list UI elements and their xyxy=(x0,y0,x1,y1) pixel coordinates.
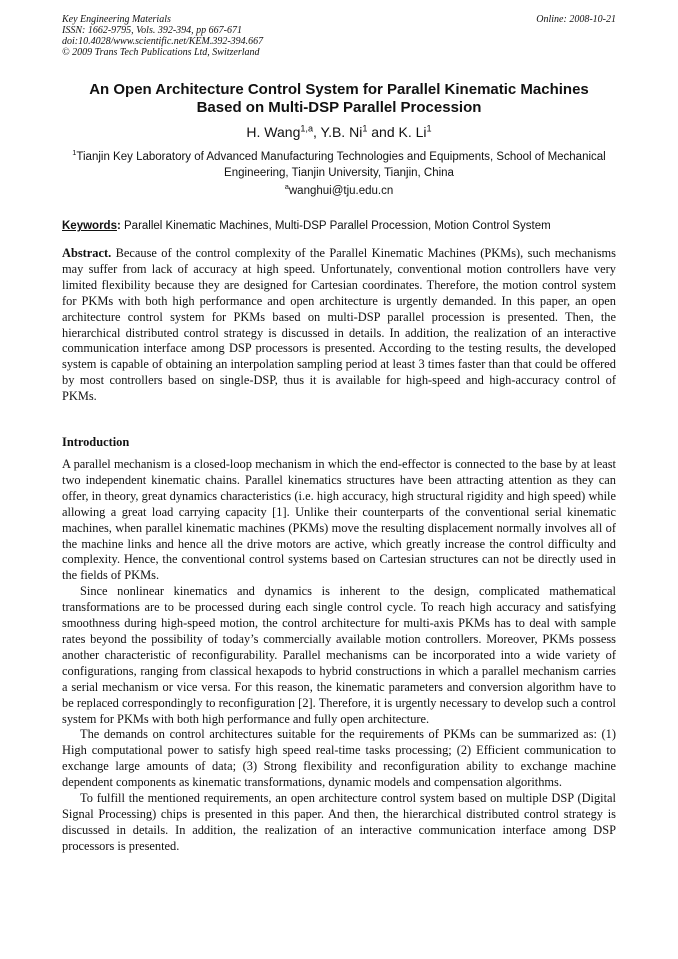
author-1-affil: 1,a xyxy=(300,123,314,134)
author-2: Y.B. Ni xyxy=(320,124,363,140)
copyright-line: © 2009 Trans Tech Publications Ltd, Switzerland xyxy=(62,47,260,58)
author-separator-1: , xyxy=(313,124,321,140)
intro-paragraph-3: The demands on control architectures suitable for the requirements of PKMs can be summarized as: (1) High computational power to satisfy high speed real-time tasks processing; (2) Efficient communication to exchange large amounts of data; (3) Strong flexibility and reconfiguration ability to exchange machine dependent components as kinematic transformations, dynamic models and compensation algorithms. xyxy=(62,727,616,790)
doi-line: doi:10.4028/www.scientific.net/KEM.392-394.667 xyxy=(62,36,264,47)
keywords-label: Keywords xyxy=(62,220,117,232)
affiliation-text: Tianjin Key Laboratory of Advanced Manufacturing Technologies and Equipments, School of Mechanical Engineering, Tianjin University, Tianjin, China xyxy=(76,151,606,179)
author-2-affil: 1 xyxy=(362,123,368,134)
author-list xyxy=(62,124,616,141)
email-address[interactable]: wanghui@tju.edu.cn xyxy=(288,185,394,197)
paper-title xyxy=(62,81,616,117)
author-3: K. Li xyxy=(398,124,427,140)
intro-paragraph-4: To fulfill the mentioned requirements, an open architecture control system based on multiple DSP (Digital Signal Processing) chips is presented in this paper. And then, the hierarchical distributed control strategy is discussed in details. In addition, the realization of an interactive communication interface among DSP processors is presented. xyxy=(62,791,616,853)
email-marker: a xyxy=(284,182,289,192)
author-separator-2: and xyxy=(367,124,399,140)
section-heading-introduction: Introduction xyxy=(62,435,130,449)
paper-title-line-1: An Open Architecture Control System for Parallel Kinematic Machines xyxy=(89,81,589,98)
paper-title-line-2: Based on Multi-DSP Parallel Procession xyxy=(196,99,482,116)
keywords-colon: : xyxy=(116,220,124,232)
journal-header xyxy=(62,14,616,58)
affiliation-marker: 1 xyxy=(72,148,77,158)
abstract-text: Because of the control complexity of the Parallel Kinematic Machines (PKMs), such mechanisms may suffer from lack of accuracy at high speed. Unfortunately, conventional motion controllers have very limited flexibility because they are designed for Cartesian coordinates. Therefore, the motion control system for PKMs with both high performance and open architecture is urgently demanded. In this paper, an open architecture control system for PKMs based on multi-DSP parallel procession is presented. Then, the hierarchical distributed control strategy is discussed in details. In addition, the realization of an interactive communication interface among DSP processors is presented. According to the testing results, the developed system is capable of obtaining an interpolation sampling period at least 3 times faster than that could be offered by most controllers based on single-DSP, thus it is available for high-speed and high-accuracy control of PKMs. xyxy=(62,246,616,404)
contact-email xyxy=(62,184,616,199)
abstract xyxy=(62,246,616,405)
intro-paragraph-2: Since nonlinear kinematics and dynamics is inherent to the design, complicated mathematical transformations are to be processed during each single control cycle. To reach high accuracy and satisfying smoothness during high-speed motion, the control architecture for multi-axis PKMs has to deal with sample rates beyond the possibility of today’s commercially available motion controllers. Moreover, PKMs possess another characteristic of reconfigurability. Parallel mechanisms can be incorporated into a wide variety of configurations, ranging from classical hexapods to hybrid constructions in which a parallel mechanism carries a serial mechanism or vice versa. For this reason, the kinematic parameters and conversion algorithm have to be replaced correspondingly to reconfiguration [2]. Therefore, it is urgently necessary to develop such a control system for PKMs with both high performance and fully open architecture. xyxy=(62,584,616,726)
online-date: Online: 2008-10-21 xyxy=(536,14,616,25)
author-3-affil: 1 xyxy=(426,123,432,134)
introduction-body xyxy=(62,457,616,855)
affiliation xyxy=(70,149,608,181)
keywords xyxy=(62,219,616,234)
journal-name: Key Engineering Materials xyxy=(62,14,171,25)
author-1: H. Wang xyxy=(246,124,301,140)
abstract-label: Abstract. xyxy=(62,246,112,260)
intro-paragraph-1: A parallel mechanism is a closed-loop mechanism in which the end-effector is connected to the base by at least two independent kinematic chains. Parallel kinematics structures have been attracting attention as they can offer, in theory, great dynamics characteristics (i.e. high accuracy, high structural rigidity and high speed) while allowing a great load carrying capacity [1]. Unlike their counterparts of the conventional serial kinematic machines, when parallel kinematic machines (PKMs) move the resulting displacement normally involves all of the machine links and hence all the drive motors are active, which greatly increase the control difficulty and complexity. Hence, the conventional control systems based on Cartesian structures can not be directly used in the fields of PKMs. xyxy=(62,457,616,583)
keywords-text: Parallel Kinematic Machines, Multi-DSP Parallel Procession, Motion Control System xyxy=(124,220,551,232)
issn-line: ISSN: 1662-9795, Vols. 392-394, pp 667-671 xyxy=(62,25,242,36)
